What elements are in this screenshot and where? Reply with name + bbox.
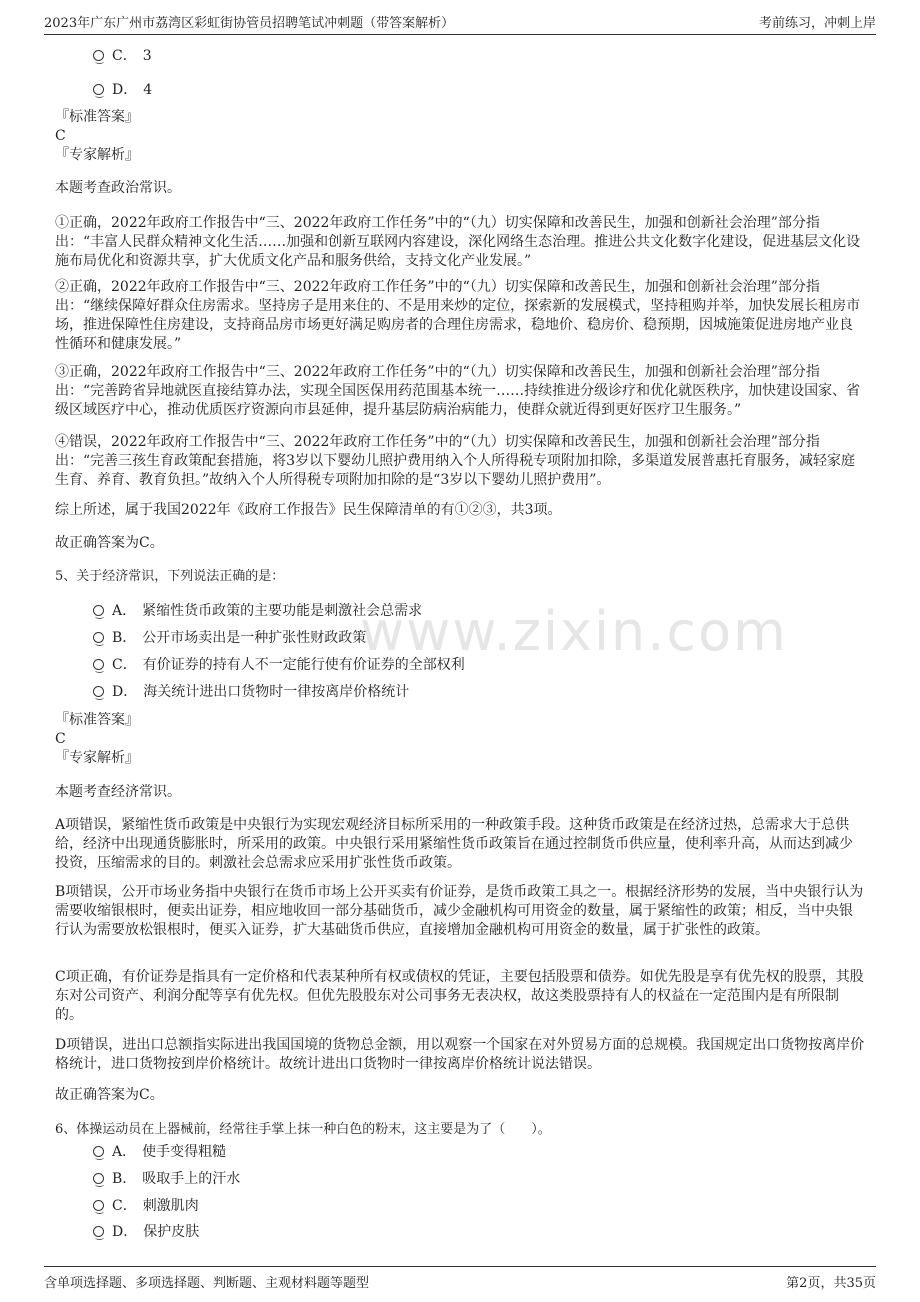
radio-icon[interactable] bbox=[93, 632, 104, 643]
header-slogan: 考前练习，冲刺上岸 bbox=[758, 16, 876, 31]
q5-analysis-intro: 本题考查经济常识。 bbox=[55, 784, 181, 800]
q5-option-a[interactable]: A． 紧缩性货币政策的主要功能是刺激社会总需求 bbox=[93, 601, 422, 621]
page-header bbox=[44, 10, 876, 35]
q6-option-b[interactable]: B． 吸取手上的汗水 bbox=[93, 1169, 240, 1189]
q5-conclusion: 故正确答案为C。 bbox=[55, 1087, 164, 1103]
q5-question: 5、关于经济常识，下列说法正确的是： bbox=[55, 569, 285, 584]
document-title: 2023年广东广州市荔湾区彩虹街协管员招聘笔试冲刺题（带答案解析） bbox=[44, 16, 455, 31]
analysis-label: 『专家解析』 bbox=[55, 750, 139, 766]
q6-option-c[interactable]: C． 刺激肌肉 bbox=[93, 1196, 199, 1216]
q4-analysis-4: ④错误，2022年政府工作报告中“三、2022年政府工作任务”中的“（九）切实保障和改善民生，加强和创新社会治理”部分指出：“完善三孩生育政策配套措施，将3岁以下婴幼儿照护费用纳入个人所得税专项附加扣除，多渠道发展普惠托育服务，减轻家庭生育、养育、教育负担。”故纳入个人所得税专项附加扣除的是“3岁以下婴幼儿照护费用”。 bbox=[55, 434, 856, 488]
q4-option-d[interactable]: D． 4 bbox=[93, 80, 152, 100]
question-types: 含单项选择题、多项选择题、判断题、主观材料题等题型 bbox=[44, 1276, 370, 1291]
q4-summary: 综上所述，属于我国2022年《政府工作报告》民生保障清单的有①②③，共3项。 bbox=[55, 502, 562, 518]
page-number: 第2页，共35页 bbox=[786, 1276, 876, 1291]
q4-answer-section bbox=[55, 108, 865, 165]
q5-analysis-a: A项错误，紧缩性货币政策是中央银行为实现宏观经济目标所采用的一种政策手段。这种货币政策是在经济过热，总需求大于总供给，经济中出现通货膨胀时，所采用的政策。中央银行采用紧缩性货币政策旨在通过控制货币供应量，使利率升高，从而达到减少投资，压缩需求的目的。刺激社会总需求应采用扩张性货币政策。 bbox=[55, 817, 853, 871]
analysis-label: 『专家解析』 bbox=[55, 147, 139, 163]
q4-analysis-3: ③正确，2022年政府工作报告中“三、2022年政府工作任务”中的“（九）切实保障和改善民生，加强和创新社会治理”部分指出：“完善跨省异地就医直接结算办法，实现全国医保用药范围基本统一……持续推进分级诊疗和优化就医秩序，加快建设国家、省级区域医疗中心，推动优质医疗资源向市县延伸，提升基层防病治病能力，使群众就近得到更好医疗卫生服务。” bbox=[55, 364, 861, 418]
q5-analysis-c: C项正确，有价证券是指具有一定价格和代表某种所有权或债权的凭证，主要包括股票和债券。如优先股是享有优先权的股票，其股东对公司资产、利润分配等享有优先权。但优先股股东对公司事务无表决权，故这类股票持有人的权益在一定范围内是有所限制的。 bbox=[55, 969, 864, 1023]
q5-option-d[interactable]: D． 海关统计进出口货物时一律按离岸价格统计 bbox=[93, 682, 409, 702]
radio-icon[interactable] bbox=[93, 659, 104, 670]
q4-option-c[interactable]: C． 3 bbox=[93, 46, 152, 66]
answer-value: C bbox=[55, 731, 66, 747]
radio-icon[interactable] bbox=[93, 1146, 104, 1157]
q4-analysis-1: ①正确，2022年政府工作报告中“三、2022年政府工作任务”中的“（九）切实保障和改善民生，加强和创新社会治理”部分指出：“丰富人民群众精神文化生活……加强和创新互联网内容建设，深化网络生态治理。推进公共文化数字化建设，促进基层文化设施布局优化和资源共享，扩大优质文化产品和服务供给，支持文化产业发展。” bbox=[55, 215, 861, 269]
q5-answer-section bbox=[55, 711, 865, 768]
q6-option-d[interactable]: D． 保护皮肤 bbox=[93, 1222, 199, 1242]
q6-question: 6、体操运动员在上器械前，经常往手掌上抹一种白色的粉末，这主要是为了（ ）。 bbox=[55, 1122, 551, 1137]
watermark: www.zixin.com bbox=[360, 600, 788, 663]
q5-analysis-b: B项错误，公开市场业务指中央银行在货币市场上公开买卖有价证券，是货币政策工具之一。根据经济形势的发展，当中央银行认为需要收缩银根时，便卖出证券，相应地收回一部分基础货币，减少金融机构可用资金的数量，属于紧缩性的政策；相反，当中央银行认为需要放松银根时，便买入证券，扩大基础货币供应，直接增加金融机构可用资金的数量，属于扩张性的政策。 bbox=[55, 884, 864, 938]
radio-icon[interactable] bbox=[93, 84, 104, 95]
q4-analysis-intro: 本题考查政治常识。 bbox=[55, 180, 181, 196]
radio-icon[interactable] bbox=[93, 1173, 104, 1184]
q5-analysis-d: D项错误，进出口总额指实际进出我国国境的货物总金额，用以观察一个国家在对外贸易方面的总规模。我国规定出口货物按离岸价格统计，进口货物按到岸价格统计。故统计进出口货物时一律按离岸价格统计说法错误。 bbox=[55, 1037, 865, 1072]
q4-conclusion: 故正确答案为C。 bbox=[55, 535, 164, 551]
q5-option-c[interactable]: C． 有价证券的持有人不一定能行使有价证券的全部权利 bbox=[93, 655, 465, 675]
page-footer bbox=[44, 1266, 876, 1297]
radio-icon[interactable] bbox=[93, 605, 104, 616]
answer-label: 『标准答案』 bbox=[55, 712, 139, 728]
q6-option-a[interactable]: A． 使手变得粗糙 bbox=[93, 1142, 226, 1162]
radio-icon[interactable] bbox=[93, 1226, 104, 1237]
radio-icon[interactable] bbox=[93, 686, 104, 697]
q5-option-b[interactable]: B． 公开市场卖出是一种扩张性财政政策 bbox=[93, 628, 366, 648]
q4-analysis-2: ②正确，2022年政府工作报告中“三、2022年政府工作任务”中的“（九）切实保障和改善民生，加强和创新社会治理”部分指出：“继续保障好群众住房需求。坚持房子是用来住的、不是用来炒的定位，探索新的发展模式，坚持租购并举，加快发展长租房市场，推进保障性住房建设，支持商品房市场更好满足购房者的合理住房需求，稳地价、稳房价、稳预期，因城施策促进房地产业良性循环和健康发展。” bbox=[55, 279, 861, 352]
answer-value: C bbox=[55, 128, 66, 144]
radio-icon[interactable] bbox=[93, 1200, 104, 1211]
radio-icon[interactable] bbox=[93, 50, 104, 61]
answer-label: 『标准答案』 bbox=[55, 109, 139, 125]
